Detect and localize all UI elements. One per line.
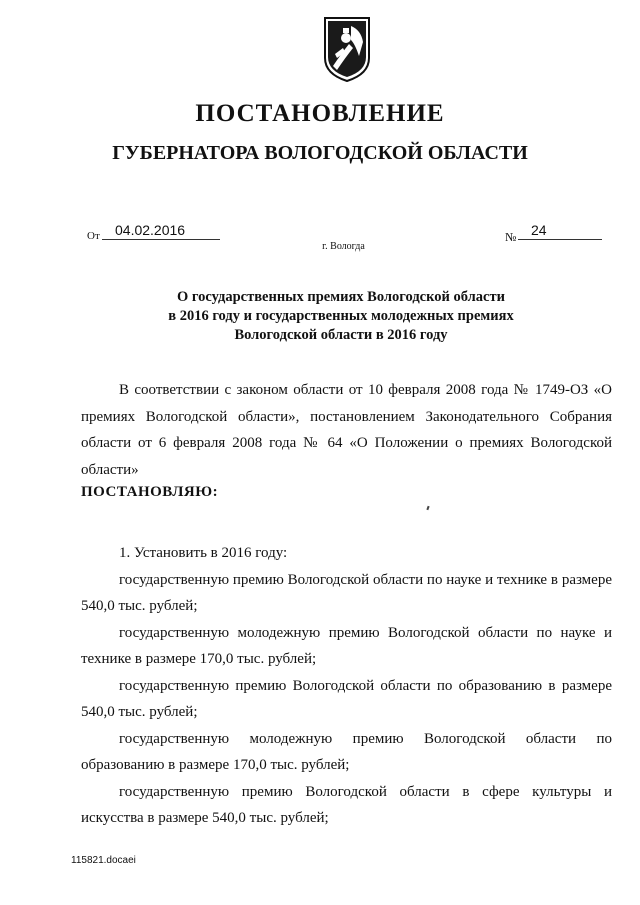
document-number: 24	[518, 222, 602, 240]
decree-item: государственную премию Вологодской области по науке и технике в размере 540,0 тыс. рублей;	[81, 571, 612, 614]
preamble-paragraph: В соответствии с законом области от 10 февраля 2008 года № 1749-ОЗ «О премиях Вологодской области», постановлением Законодательного Собрания области от 6 февраля 2008 года № 64 «О Положении о премиях Вологодской области»	[81, 382, 612, 478]
document-date: 04.02.2016	[102, 222, 220, 240]
coat-of-arms-emblem	[321, 14, 373, 84]
decree-item: государственную премию Вологодской области в сфере культуры и искусства в размере 540,0 тыс. рублей;	[81, 783, 612, 826]
subject-line: О государственных премиях Вологодской области	[177, 289, 505, 305]
decree-item: государственную премию Вологодской области по образованию в размере 540,0 тыс. рублей;	[81, 677, 612, 720]
document-title: ПОСТАНОВЛЕНИЕ	[195, 100, 445, 127]
document-issuer: ГУБЕРНАТОРА ВОЛОГОДСКОЙ ОБЛАСТИ	[112, 142, 528, 164]
document-subject	[0, 288, 640, 345]
subject-line: в 2016 году и государственных молодежных премиях	[168, 308, 514, 324]
decree-item: государственную молодежную премию Вологодской области по науке и технике в размере 170,0 тыс. рублей;	[81, 624, 612, 667]
document-city: г. Вологда	[322, 241, 365, 252]
decree-heading: ПОСТАНОВЛЯЮ:	[81, 484, 219, 500]
date-label: От	[87, 230, 100, 242]
subject-line: Вологодской области в 2016 году	[234, 327, 448, 343]
footer-file-code: 115821.docaei	[71, 855, 136, 866]
decree-item: 1. Установить в 2016 году:	[119, 545, 288, 561]
number-label: №	[505, 230, 517, 244]
scan-speck	[426, 506, 429, 510]
decree-items	[81, 540, 612, 832]
decree-item: государственную молодежную премию Вологодской области по образованию в размере 170,0 тыс. рублей;	[81, 730, 612, 773]
